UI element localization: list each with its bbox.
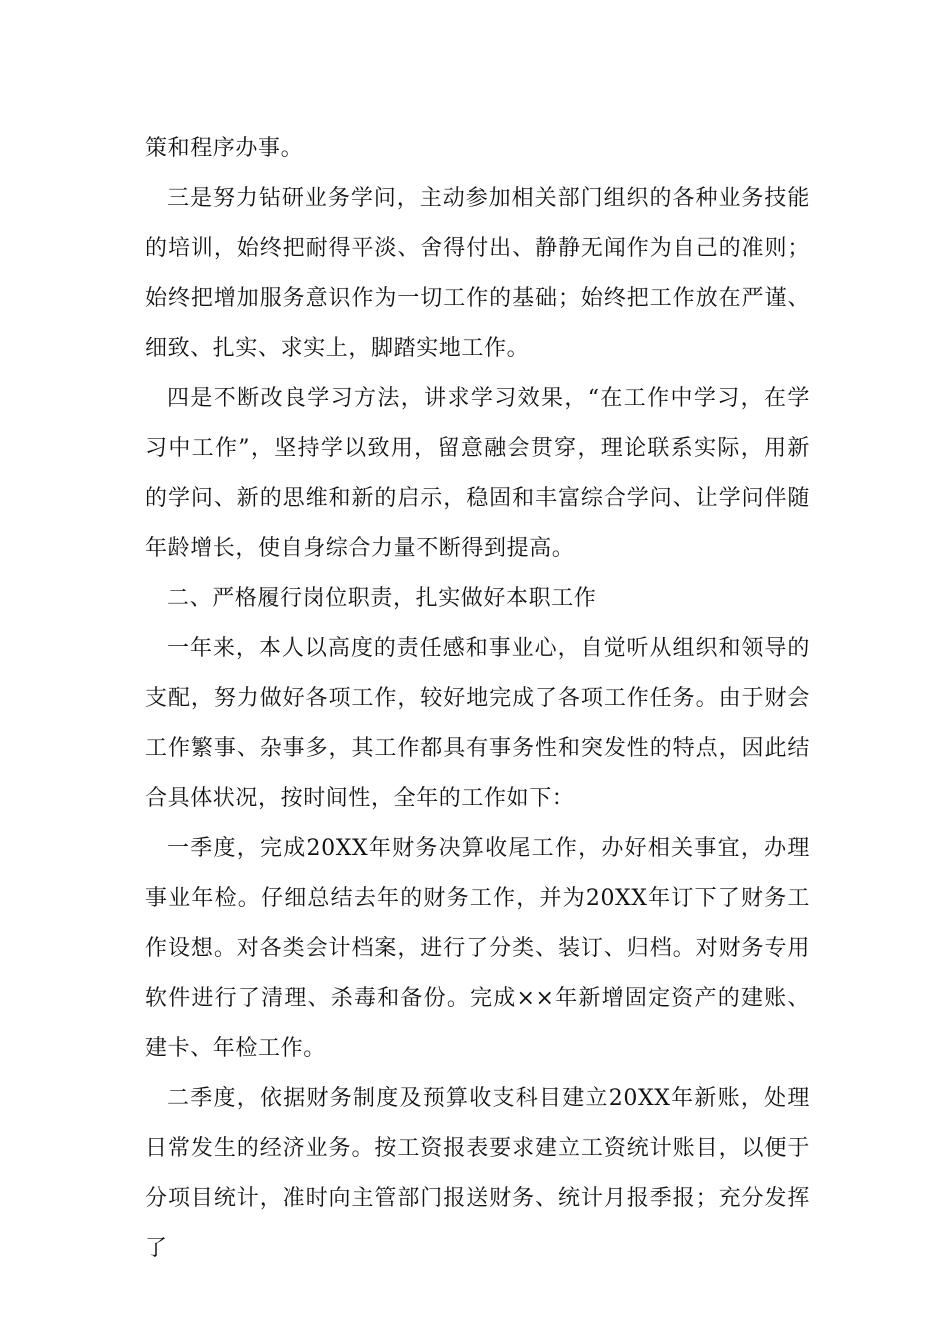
paragraph-second-quarter: 二季度，依据财务制度及预算收支科目建立20XX年新账，处理日常发生的经济业务。按工资报表要求建立工资统计账目，以便于分项目统计，准时向主管部门报送财务、统计月报季报；充分发挥了 <box>145 1086 810 1261</box>
document-body <box>145 124 810 1274</box>
paragraph-first-quarter: 一季度，完成20XX年财务决算收尾工作，办好相关事宜，办理事业年检。仔细总结去年的财务工作，并为20XX年订下了财务工作设想。对各类会计档案，进行了分类、装订、归档。对财务专用软件进行了清理、杀毒和备份。完成××年新增固定资产的建账、建卡、年检工作。 <box>145 836 810 1061</box>
paragraph-learning-method: 四是不断改良学习方法，讲求学习效果，“在工作中学习，在学习中工作”，坚持学以致用，留意融会贯穿，理论联系实际，用新的学问、新的思维和新的启示，稳固和丰富综合学问、让学问伴随年龄增长，使自身综合力量不断得到提高。 <box>145 386 810 561</box>
paragraph-year-overview: 一年来，本人以高度的责任感和事业心，自觉听从组织和领导的支配，努力做好各项工作，较好地完成了各项工作任务。由于财会工作繁事、杂事多，其工作都具有事务性和突发性的特点，因此结合具体状况，按时间性，全年的工作如下： <box>145 636 810 811</box>
paragraph-study-business: 三是努力钻研业务学问，主动参加相关部门组织的各种业务技能的培训，始终把耐得平淡、舍得付出、静静无闻作为自己的准则；始终把增加服务意识作为一切工作的基础；始终把工作放在严谨、细致、扎实、求实上，脚踏实地工作。 <box>145 186 810 361</box>
section-heading: 二、严格履行岗位职责，扎实做好本职工作 <box>167 586 597 611</box>
paragraph-continuation: 策和程序办事。 <box>145 136 304 161</box>
